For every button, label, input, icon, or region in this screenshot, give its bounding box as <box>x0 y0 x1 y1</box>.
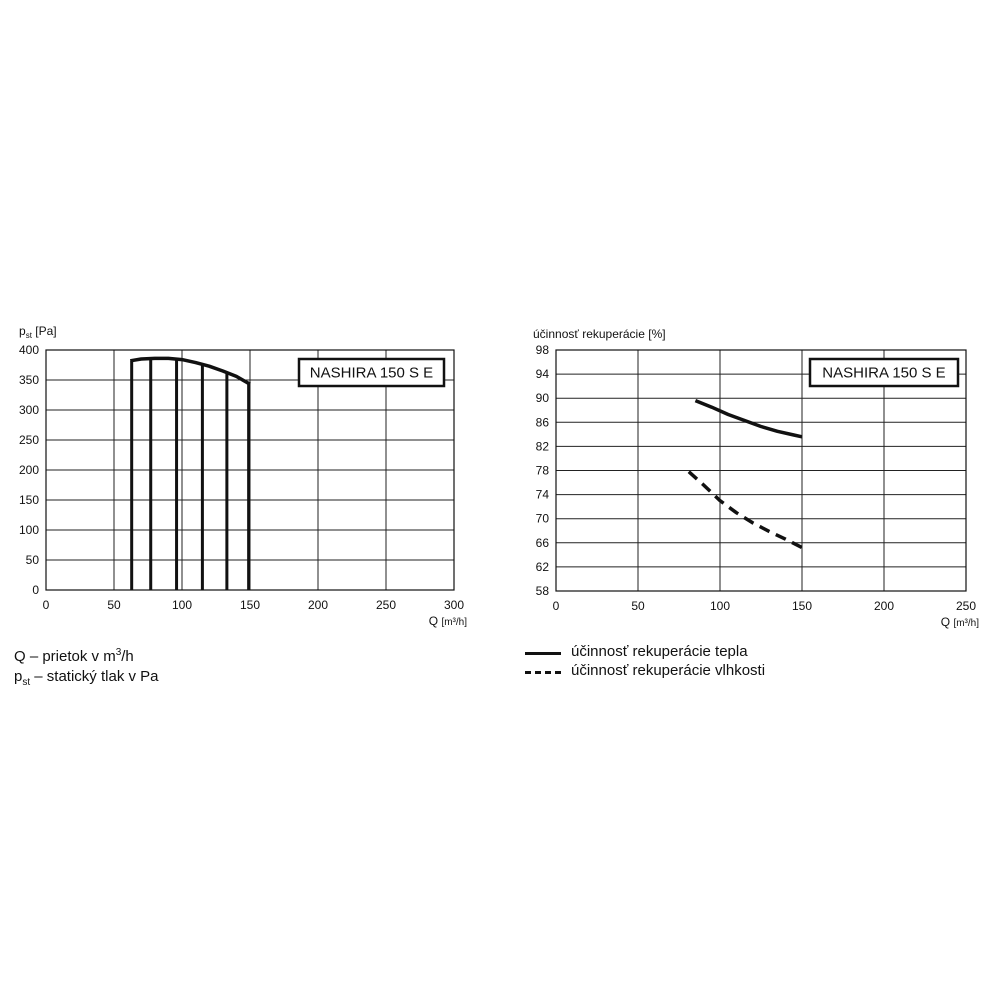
model-title: NASHIRA 150 S E <box>309 364 434 382</box>
series-line-solid <box>695 401 802 437</box>
y-tick-label: 82 <box>535 439 549 454</box>
y-tick-label: 400 <box>18 343 39 357</box>
x-axis-label: Q [m³/h] <box>940 615 979 629</box>
x-tick-label: 150 <box>239 598 261 612</box>
y-tick-label: 100 <box>18 523 39 537</box>
x-tick-label: 300 <box>443 598 465 612</box>
y-tick-label: 66 <box>535 535 549 550</box>
model-title: NASHIRA 150 S E <box>822 364 946 382</box>
pressure-chart <box>19 324 467 628</box>
y-tick-label: 300 <box>18 403 39 417</box>
y-tick-label: 50 <box>25 553 39 567</box>
y-tick-label: 58 <box>535 584 549 598</box>
y-tick-label: 86 <box>535 415 549 430</box>
y-tick-label: 90 <box>535 391 549 406</box>
y-tick-label: 200 <box>18 463 39 477</box>
y-tick-label: 98 <box>535 343 549 357</box>
y-tick-label: 62 <box>535 559 549 574</box>
x-tick-label: 50 <box>631 599 645 613</box>
x-tick-label: 200 <box>307 598 329 612</box>
x-tick-label: 200 <box>873 599 895 613</box>
legend-dashed-swatch <box>525 671 561 674</box>
series-line-dashed <box>689 472 802 548</box>
efficiency-chart <box>533 327 979 629</box>
x-tick-label: 250 <box>955 599 977 613</box>
y-axis-label: $p_{st}$ [Pa] <box>19 324 57 340</box>
y-tick-label: 150 <box>18 493 39 507</box>
y-axis-label: účinnosť rekuperácie [%] <box>533 327 666 341</box>
y-tick-label: 74 <box>535 487 549 502</box>
pressure-note: $p_{st}$ – statický tlak v Pa <box>14 668 159 688</box>
x-tick-label: 100 <box>171 598 193 612</box>
y-tick-label: 250 <box>18 433 39 447</box>
legend-label-humidity: účinnosť rekuperácie vlhkosti <box>571 662 766 679</box>
y-tick-label: 350 <box>18 373 39 387</box>
y-tick-label: 70 <box>535 511 549 526</box>
x-axis-label: Q [m³/h] <box>428 614 467 628</box>
legend-solid-swatch <box>525 652 561 655</box>
left-notes <box>14 643 159 693</box>
x-tick-label: 100 <box>709 599 731 613</box>
x-tick-label: 50 <box>107 598 121 612</box>
legend-label-heat: účinnosť rekuperácie tepla <box>571 643 748 660</box>
y-tick-label: 94 <box>535 367 549 382</box>
x-tick-label: 0 <box>42 598 50 612</box>
y-tick-label: 78 <box>535 463 549 478</box>
x-tick-label: 250 <box>375 598 397 612</box>
flow-note: Q – prietok v $m^3/h$ <box>14 647 134 665</box>
y-tick-label: 0 <box>32 583 39 597</box>
x-tick-label: 150 <box>791 599 813 613</box>
efficiency-legend <box>525 643 825 687</box>
x-tick-label: 0 <box>552 599 560 613</box>
